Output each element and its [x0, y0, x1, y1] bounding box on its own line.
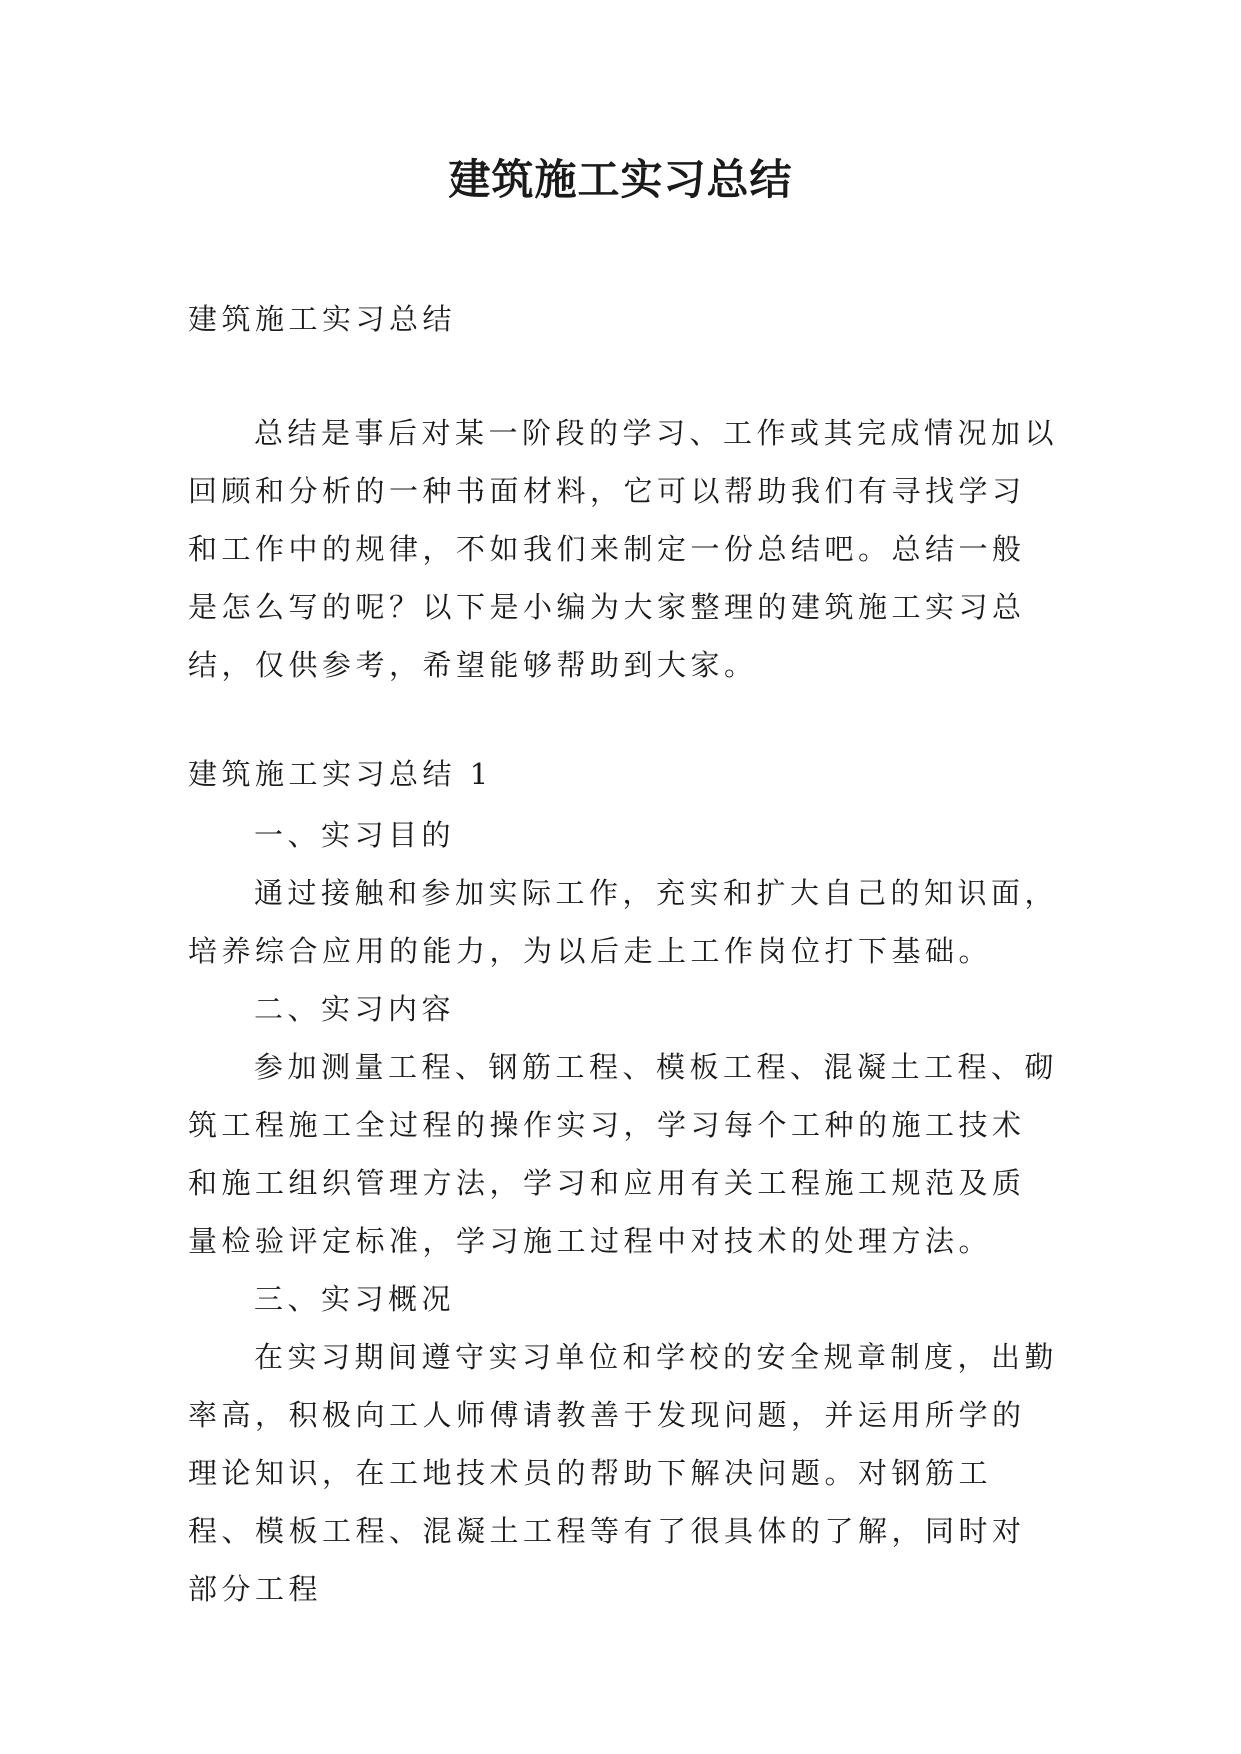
heading-overview: 三、实习概况 — [254, 1282, 456, 1316]
document-subtitle: 建筑施工实习总结 — [188, 302, 457, 336]
document-title: 建筑施工实习总结 — [448, 155, 793, 204]
heading-purpose: 一、实习目的 — [254, 818, 456, 852]
heading-content: 二、实习内容 — [254, 992, 456, 1026]
intro-paragraph: 总结是事后对某一阶段的学习、工作或其完成情况加以回顾和分析的一种书面材料，它可以帮助我们有寻找学习和工作中的规律，不如我们来制定一份总结吧。总结一般是怎么写的呢？以下是小编为大家整理的建筑施工实习总结，仅供参考，希望能够帮助到大家。 — [188, 416, 1059, 682]
section-title: 建筑施工实习总结 1 — [188, 757, 493, 791]
paragraph-purpose: 通过接触和参加实际工作，充实和扩大自己的知识面，培养综合应用的能力，为以后走上工作岗位打下基础。 — [188, 876, 1059, 968]
paragraph-content: 参加测量工程、钢筋工程、模板工程、混凝土工程、砌筑工程施工全过程的操作实习，学习每个工种的施工技术和施工组织管理方法，学习和应用有关工程施工规范及质量检验评定标准，学习施工过程中对技术的处理方法。 — [188, 1050, 1059, 1258]
paragraph-overview: 在实习期间遵守实习单位和学校的安全规章制度，出勤率高，积极向工人师傅请教善于发现问题，并运用所学的理论知识，在工地技术员的帮助下解决问题。对钢筋工程、模板工程、混凝土工程等有了很具体的了解，同时对部分工程 — [188, 1340, 1059, 1606]
section-content — [188, 806, 1058, 1618]
